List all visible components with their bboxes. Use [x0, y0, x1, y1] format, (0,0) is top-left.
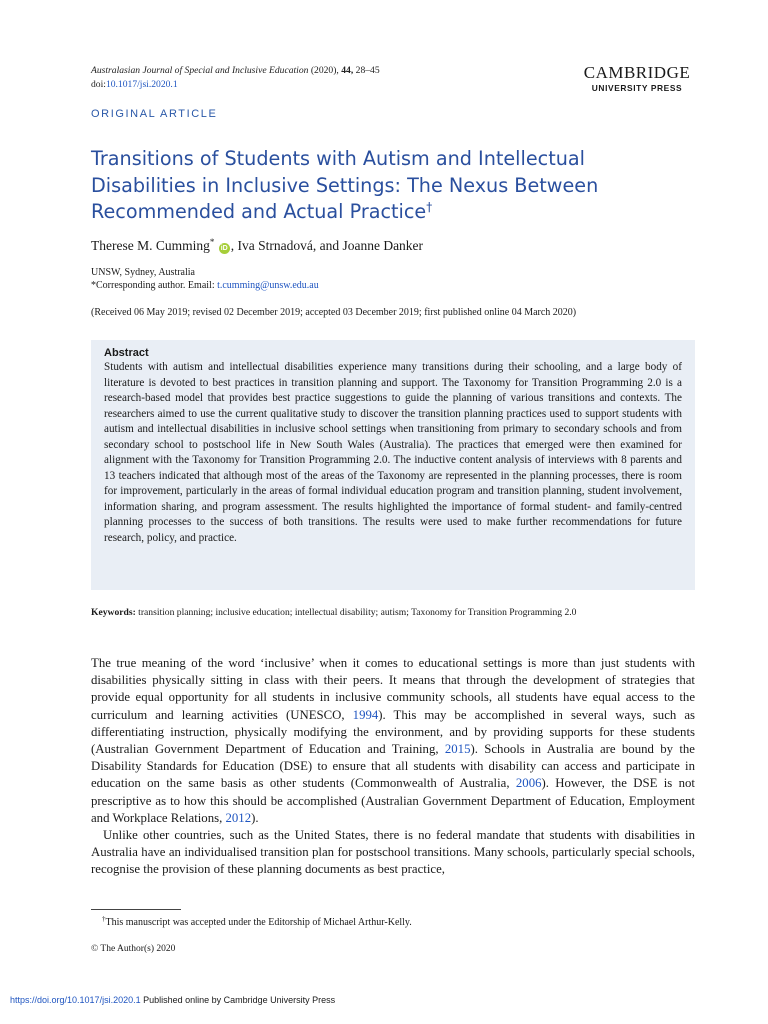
paragraph-1 — [91, 655, 695, 827]
ref-2006[interactable]: 2006 — [515, 776, 542, 791]
abstract-text: Students with autism and intellectual disabilities experience many transitions during their schooling, and a large body of literature is devoted to best practices in transition planning and support. The Taxonomy for Transition Programming 2.0 is a research-based model that provides best practice suggestions to guide the planning of various transitions and contexts. The researchers aimed to use the current qualitative study to discover the transition planning practices used to support students with autism and intellectual disabilities in inclusive school settings when transitioning from primary to secondary schools and from secondary school to postschool life in New South Wales (Australia). The practices that emerged were then examined for alignment with the Taxonomy for Transition Programming 2.0. The inductive content analysis of interviews with 8 parents and 13 teachers indicated that although most of the areas of the Taxonomy are represented in the planning processes, there is room for improvement, particularly in the areas of formal individual education program and transition planning, student involvement, information sharing, and program assessment. The results highlighted the importance of formal student- and family-centred planning processes to the success of both transitions. The results were used to make further recommendations for future research, policy, and practice. — [104, 361, 682, 544]
ref-2012[interactable]: 2012 — [225, 810, 252, 825]
title-dagger: † — [426, 200, 433, 214]
bottom-doi-bar — [10, 994, 335, 1006]
cambridge-logo — [578, 64, 696, 94]
logo-line1: CAMBRIDGE — [583, 63, 691, 82]
paragraph-1-text-d: ). However, the DSE is not prescriptive as to how this should be accomplished (Australian Government Department of Education, Employment and Workplace Relations, — [91, 776, 695, 825]
body-text — [91, 655, 695, 879]
bottom-doi-link[interactable]: https://doi.org/10.1017/jsi.2020.1 — [10, 995, 141, 1005]
corresponding-mark: * — [209, 237, 215, 247]
paragraph-1-text-e: ). — [251, 810, 259, 825]
paragraph-1-text-c: ). Schools in Australia are bound by the Disability Standards for Education (DSE) to ensure that all students with disability can access and participate in education on the same basis as other students (Commonwealth of Australia, — [91, 742, 695, 791]
other-authors: , Iva Strnadová, and Joanne Danker — [230, 238, 424, 253]
article-title — [91, 146, 691, 226]
logo-line2: UNIVERSITY PRESS — [591, 83, 683, 93]
footnote-mark: † — [102, 915, 106, 923]
paragraph-2: Unlike other countries, such as the United States, there is no federal mandate that students with disabilities in Australia have an individualised transition plan for postschool transitions. Many schools, particularly special schools, recognise the provision of these planning documents as best practice, — [91, 828, 695, 877]
keywords-label: Keywords: — [91, 607, 136, 618]
doi-label: doi: — [91, 78, 106, 90]
journal-pages: 28–45 — [355, 65, 380, 76]
author-list — [91, 237, 423, 255]
institution: UNSW, Sydney, Australia — [91, 267, 195, 278]
ref-unesco-1994[interactable]: 1994 — [352, 707, 379, 722]
article-type: ORIGINAL ARTICLE — [91, 108, 218, 120]
keywords-text: transition planning; inclusive education; intellectual disability; autism; Taxonomy for Transition Programming 2.0 — [135, 607, 577, 618]
corresponding-label: *Corresponding author. Email: — [91, 280, 218, 291]
journal-year: (2020), — [310, 65, 339, 76]
author-email-link[interactable]: t.cumming@unsw.edu.au — [217, 280, 319, 291]
abstract-heading: Abstract — [104, 347, 149, 359]
footnote — [102, 916, 412, 929]
publication-dates: (Received 06 May 2019; revised 02 December 2019; accepted 03 December 2019; first published online 04 March 2020) — [91, 307, 577, 318]
journal-citation — [91, 64, 380, 91]
first-author: Therese M. Cumming — [91, 238, 210, 253]
paragraph-1-text-a: The true meaning of the word ‘inclusive’ when it comes to educational settings is more than just students with disabilities physically sitting in class with their peers. It means that through the development of strategies that provide equal opportunity for all students in inclusive community schools, all students have equal access to the curriculum and learning activities (UNESCO, — [91, 656, 695, 722]
bottom-publisher-text: Published online by Cambridge University Press — [140, 995, 336, 1005]
journal-name: Australasian Journal of Special and Inclusive Education — [91, 65, 309, 76]
title-line2: Disabilities in Inclusive Settings: The Nexus Between — [91, 173, 599, 197]
copyright: © The Author(s) 2020 — [91, 944, 176, 954]
ref-2015[interactable]: 2015 — [444, 742, 471, 757]
paragraph-1-text-b: ). This may be accomplished in several ways, such as differentiating instruction, physically modifying the environment, and by providing supports for these students (Australian Government Department of Education and Training, — [91, 707, 695, 757]
affiliation — [91, 266, 319, 292]
title-line1: Transitions of Students with Autism and Intellectual — [91, 147, 585, 170]
title-line3: Recommended and Actual Practice — [91, 200, 427, 223]
footnote-divider — [91, 909, 181, 910]
orcid-icon[interactable]: iD — [220, 245, 228, 252]
footnote-text: This manuscript was accepted under the Editorship of Michael Arthur-Kelly. — [105, 917, 412, 928]
journal-volume: 44, — [341, 65, 354, 76]
keywords — [91, 606, 711, 619]
doi-link[interactable]: 10.1017/jsi.2020.1 — [105, 78, 178, 90]
